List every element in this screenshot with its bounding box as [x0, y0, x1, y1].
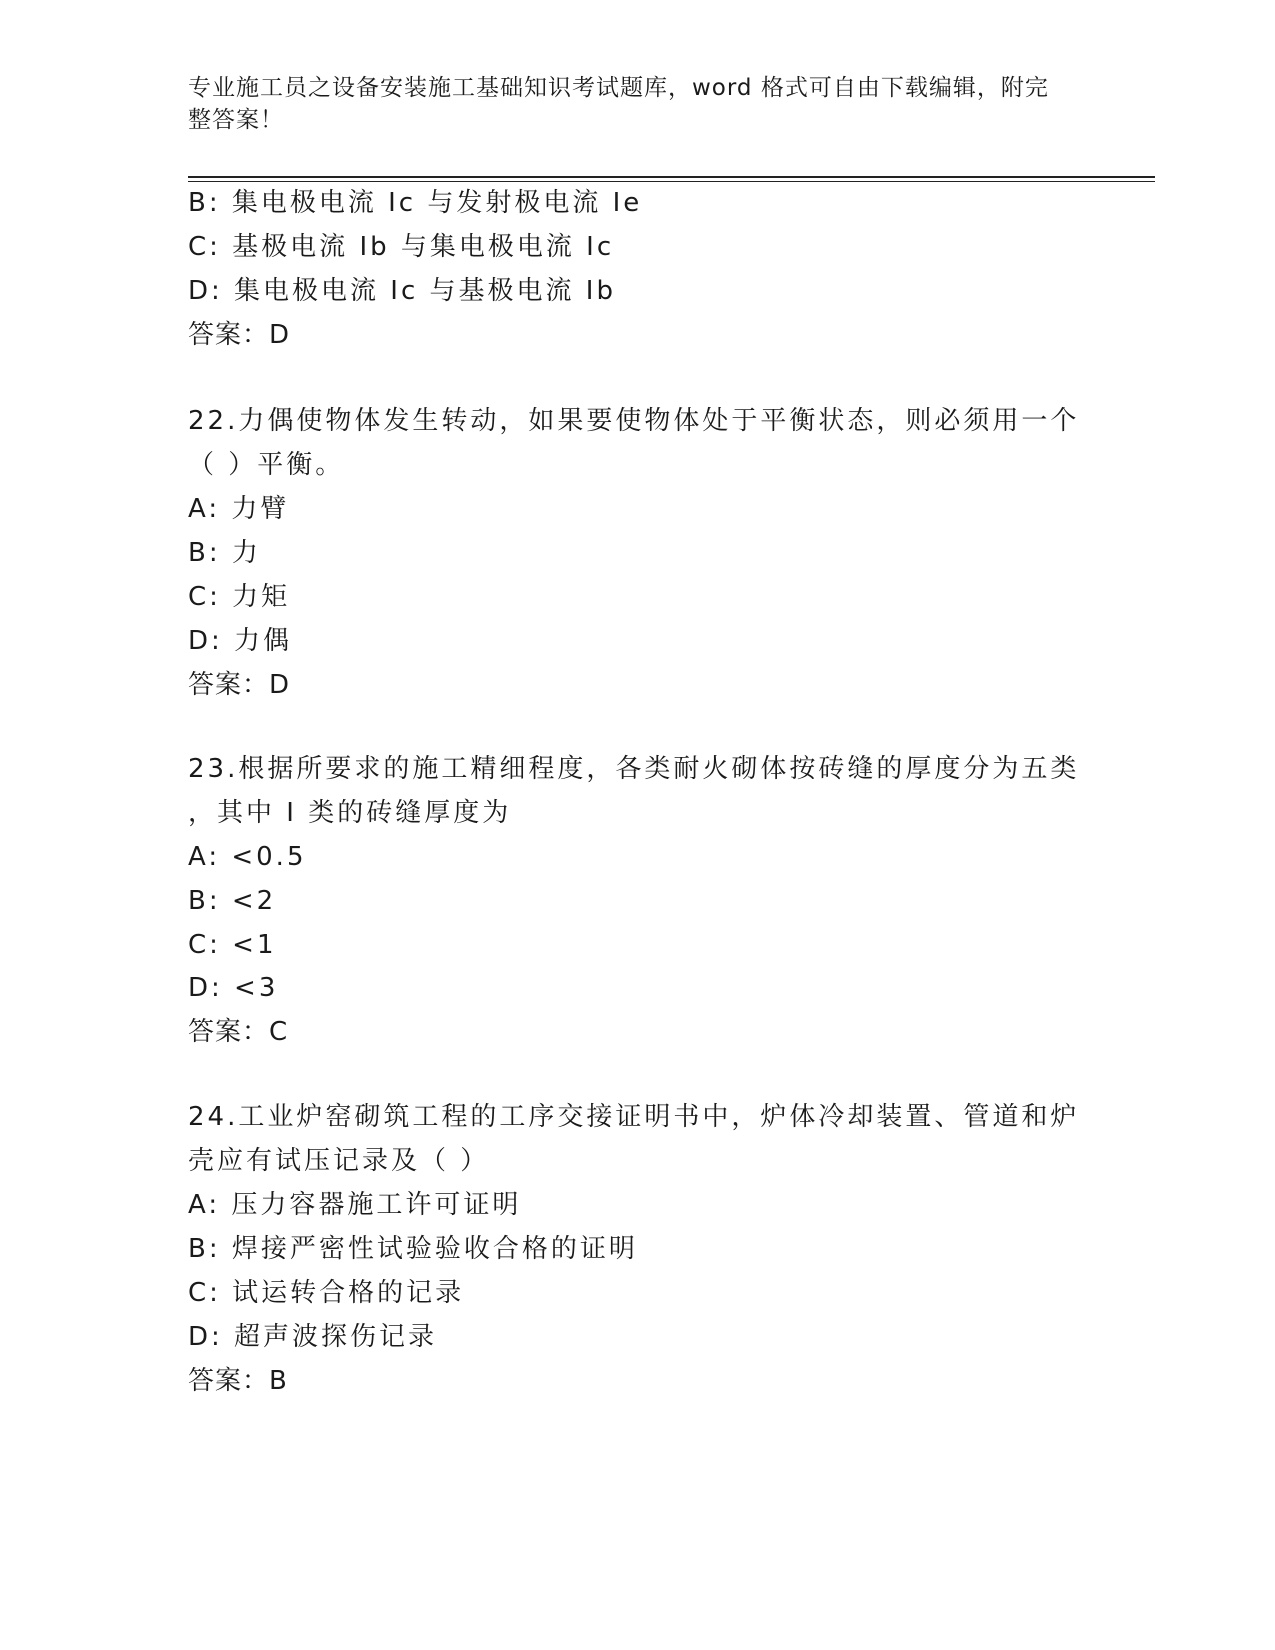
- q21-option-c: C: 基极电流 Ib 与集电极电流 Ic: [188, 232, 615, 262]
- q21-answer: 答案：D: [188, 320, 291, 350]
- q22-option-d: D: 力偶: [188, 626, 293, 656]
- q24-option-d: D: 超声波探伤记录: [188, 1322, 438, 1352]
- q22-option-b: B: 力: [188, 538, 261, 568]
- q23-text-line-2: ，其中 I 类的砖缝厚度为: [188, 798, 512, 828]
- q23-option-c: C: <1: [188, 930, 277, 960]
- header-divider-thick: [188, 176, 1155, 178]
- q23-answer: 答案：C: [188, 1017, 289, 1047]
- q24-option-b: B: 焊接严密性试验验收合格的证明: [188, 1234, 638, 1264]
- q21-option-d: D: 集电极电流 Ic 与基极电流 Ib: [188, 276, 616, 306]
- header-line-2: 整答案！: [188, 107, 284, 133]
- q24-answer: 答案：B: [188, 1366, 288, 1396]
- q21-option-b: B: 集电极电流 Ic 与发射极电流 Ie: [188, 188, 643, 218]
- header-line-1: 专业施工员之设备安装施工基础知识考试题库，word 格式可自由下载编辑，附完: [188, 75, 1049, 101]
- q22-option-a: A: 力臂: [188, 494, 290, 524]
- q22-option-c: C: 力矩: [188, 582, 291, 612]
- q24-option-c: C: 试运转合格的记录: [188, 1278, 465, 1308]
- q22-text-line-1: 22.力偶使物体发生转动，如果要使物体处于平衡状态，则必须用一个: [188, 406, 1080, 436]
- q23-option-a: A: <0.5: [188, 842, 307, 872]
- header-divider-thin: [188, 181, 1155, 182]
- q22-text-line-2: （ ）平衡。: [188, 450, 345, 480]
- q24-option-a: A: 压力容器施工许可证明: [188, 1190, 522, 1220]
- q23-text-line-1: 23.根据所要求的施工精细程度，各类耐火砌体按砖缝的厚度分为五类: [188, 754, 1080, 784]
- q23-option-d: D: <3: [188, 973, 279, 1003]
- q22-answer: 答案：D: [188, 670, 291, 700]
- document-header: [188, 72, 1068, 136]
- q24-text-line-1: 24.工业炉窑砌筑工程的工序交接证明书中，炉体冷却装置、管道和炉: [188, 1102, 1080, 1132]
- q24-text-line-2: 壳应有试压记录及（ ）: [188, 1146, 490, 1176]
- q23-option-b: B: <2: [188, 886, 277, 916]
